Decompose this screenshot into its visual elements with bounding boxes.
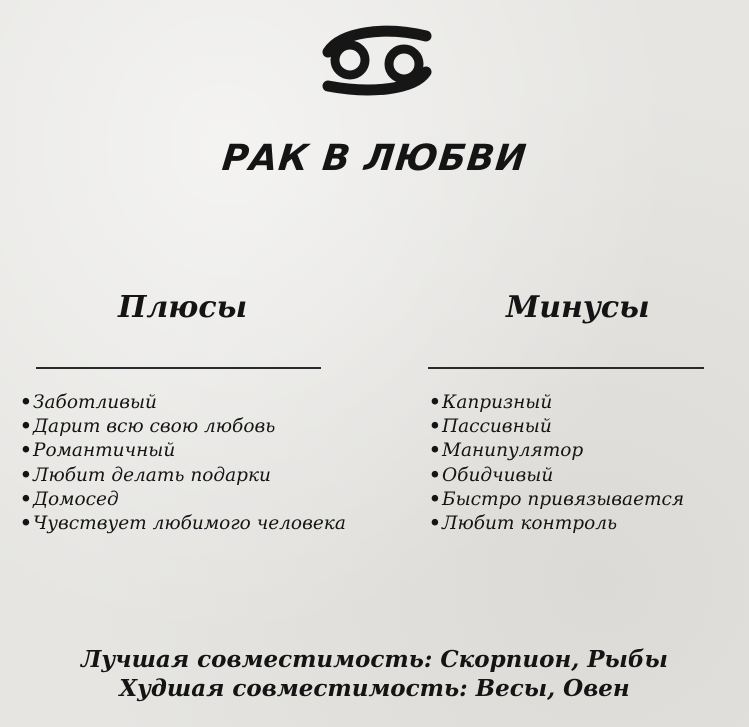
cons-heading: Минусы — [506, 290, 650, 325]
cons-item: • Пассивный — [429, 415, 684, 439]
cons-item: • Капризный — [429, 391, 684, 415]
cons-item: • Манипулятор — [429, 439, 684, 463]
pros-list — [20, 391, 346, 536]
cons-item: • Быстро привязывается — [429, 488, 684, 512]
pros-item: • Дарит всю свою любовь — [20, 415, 346, 439]
cons-divider — [428, 367, 704, 369]
cons-list — [429, 391, 684, 536]
pros-item: • Романтичный — [20, 439, 346, 463]
pros-item: • Любит делать подарки — [20, 464, 346, 488]
pros-heading: Плюсы — [118, 290, 248, 325]
pros-divider — [36, 367, 321, 369]
pros-item: • Заботливый — [20, 391, 346, 415]
worst-compatibility: Худшая совместимость: Весы, Овен — [119, 675, 630, 702]
best-compatibility: Лучшая совместимость: Скорпион, Рыбы — [81, 646, 668, 673]
pros-item: • Чувствует любимого человека — [20, 512, 346, 536]
cons-item: • Обидчивый — [429, 464, 684, 488]
pros-item: • Домосед — [20, 488, 346, 512]
cancer-zodiac-icon — [314, 20, 440, 100]
cons-item: • Любит контроль — [429, 512, 684, 536]
page-title: РАК В ЛЮБВИ — [220, 138, 529, 179]
